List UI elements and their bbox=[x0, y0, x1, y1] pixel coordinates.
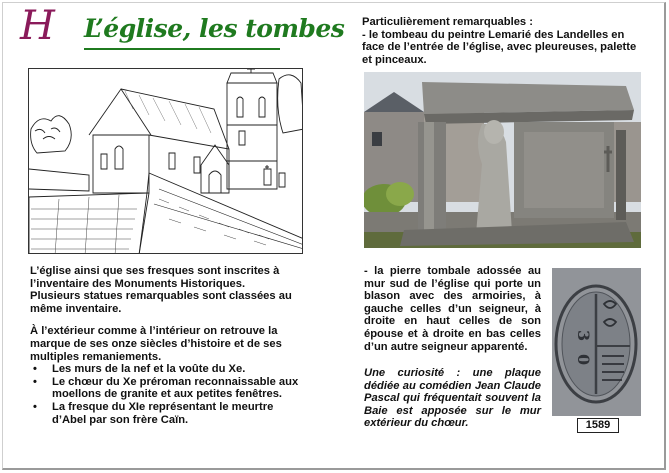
paragraph-statues: Plusieurs statues remarquables sont classées au même inventaire. bbox=[30, 290, 292, 315]
remarkable-intro bbox=[362, 16, 642, 66]
section-letter: H bbox=[20, 3, 55, 49]
remarkable-heading: Particulièrement remarquables : bbox=[362, 16, 533, 28]
curiosity-paragraph: Une curiosité : une plaque dédiée au comédien Jean Claude Pascal qui fréquentait souvent la Baie est apposée sur le mur extérieur du chœur. bbox=[364, 367, 541, 430]
history-bullet-list bbox=[30, 363, 300, 426]
church-sketch-image bbox=[28, 68, 303, 254]
paragraph-history: À l’extérieur comme à l’intérieur on retrouve la marque de ses onze siècles d’histoire et de ses multiples remaniements. bbox=[30, 325, 282, 363]
tombstone-description: - la pierre tombale adossée au mur sud de l’église qui porte un blason avec des armoiries, à gauche celles d’un seigneur, à droite en haut celles de son épouse et à droite en bas celles d’un autre seigneur apparenté. bbox=[364, 265, 541, 353]
bullet-icon: • bbox=[33, 375, 37, 388]
plaque-year-caption: 1589 bbox=[577, 418, 619, 433]
tomb-photo-drawing bbox=[364, 72, 641, 248]
remarkable-item-tomb: - le tombeau du peintre Lemarié des Landelles en face de l’entrée de l’église, avec pleureuses, palette et pinceaux. bbox=[362, 28, 637, 66]
page-title: L’église, les tombes bbox=[84, 14, 345, 43]
coat-of-arms-photo bbox=[552, 268, 641, 416]
list-item: • Le chœur du Xe préroman reconnaissable aux moellons de granite et aux petites fenêtres. bbox=[33, 375, 299, 401]
coat-of-arms-drawing bbox=[552, 268, 641, 416]
bullet-icon: • bbox=[33, 363, 37, 376]
list-item: • Les murs de la nef et la voûte du Xe. bbox=[33, 363, 246, 376]
church-sketch-drawing bbox=[29, 69, 303, 254]
paragraph-inscription: L’église ainsi que ses fresques sont inscrites à l’inventaire des Monuments Historiques. bbox=[30, 265, 280, 290]
bullet-icon: • bbox=[33, 400, 37, 413]
tomb-photo bbox=[364, 72, 641, 248]
title-underline bbox=[84, 48, 280, 50]
left-column-text bbox=[30, 265, 300, 426]
svg-text:3: 3 bbox=[574, 330, 593, 342]
svg-text:0: 0 bbox=[574, 354, 593, 366]
list-item: • La fresque du XIe représentant le meurtre d’Abel par son frère Caïn. bbox=[33, 400, 274, 426]
